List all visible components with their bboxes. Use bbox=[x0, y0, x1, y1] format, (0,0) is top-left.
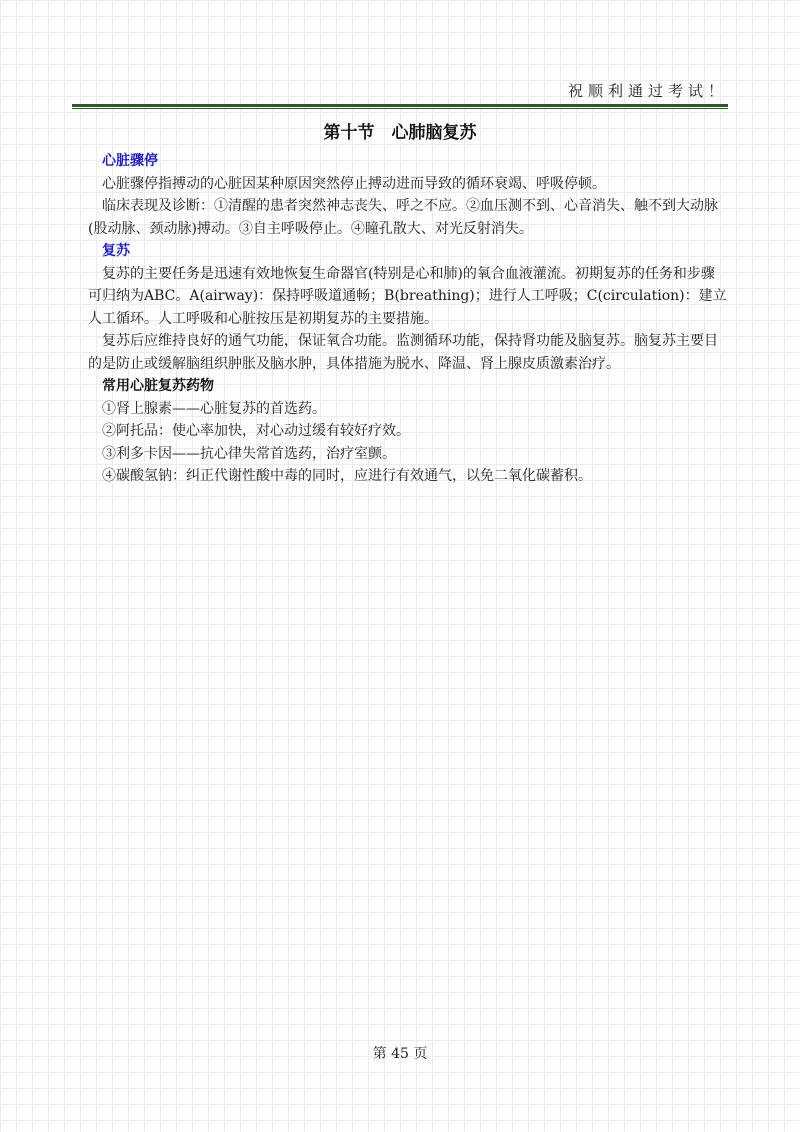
header-rule-thin bbox=[72, 108, 728, 109]
list-item-drug: ③利多卡因——抗心律失常首选药，治疗室颤。 bbox=[102, 445, 396, 462]
section-heading-resuscitation: 复苏 bbox=[102, 243, 130, 259]
document-body bbox=[88, 150, 728, 488]
list-item-drug: ①肾上腺素——心脏复苏的首选药。 bbox=[102, 400, 326, 417]
paragraph-cardiac-arrest-diagnosis: 临床表现及诊断：①清醒的患者突然神志丧失、呼之不应。②血压测不到、心音消失、触不到大动脉(股动脉、颈动脉)搏动。③自主呼吸停止。④瞳孔散大、对光反射消失。 bbox=[88, 198, 718, 237]
header-rule bbox=[72, 104, 728, 107]
section-heading-drugs: 常用心脏复苏药物 bbox=[102, 378, 214, 394]
page-title: 第十节 心肺脑复苏 bbox=[323, 123, 477, 143]
paragraph-post-resuscitation: 复苏后应维持良好的通气功能，保证氧合功能。监测循环功能，保持肾功能及脑复苏。脑复苏主要目的是防止或缓解脑组织肿胀及脑水肿，具体措施为脱水、降温、肾上腺皮质激素治疗。 bbox=[88, 333, 718, 372]
header-slogan: 祝顺利通过考试！ bbox=[567, 82, 728, 100]
list-item-drug: ④碳酸氢钠：纠正代谢性酸中毒的同时，应进行有效通气，以免二氧化碳蓄积。 bbox=[102, 468, 592, 484]
section-heading-cardiac-arrest: 心脏骤停 bbox=[102, 153, 158, 169]
list-item-drug: ②阿托品：使心率加快，对心动过缓有较好疗效。 bbox=[102, 423, 410, 439]
paragraph-resuscitation-tasks: 复苏的主要任务是迅速有效地恢复生命器官(特别是心和肺)的氧合血液灌流。初期复苏的任务和步骤可归纳为ABC。A(airway)：保持呼吸道通畅；B(breathing)；进行人工呼吸；C(circulation)：建立人工循环。人工呼吸和心脏按压是初期复苏的主要措施。 bbox=[88, 265, 727, 327]
paragraph-cardiac-arrest-definition: 心脏骤停指搏动的心脏因某种原因突然停止搏动进而导致的循环衰竭、呼吸停顿。 bbox=[102, 175, 606, 192]
page-number: 第 45 页 bbox=[372, 1046, 428, 1062]
